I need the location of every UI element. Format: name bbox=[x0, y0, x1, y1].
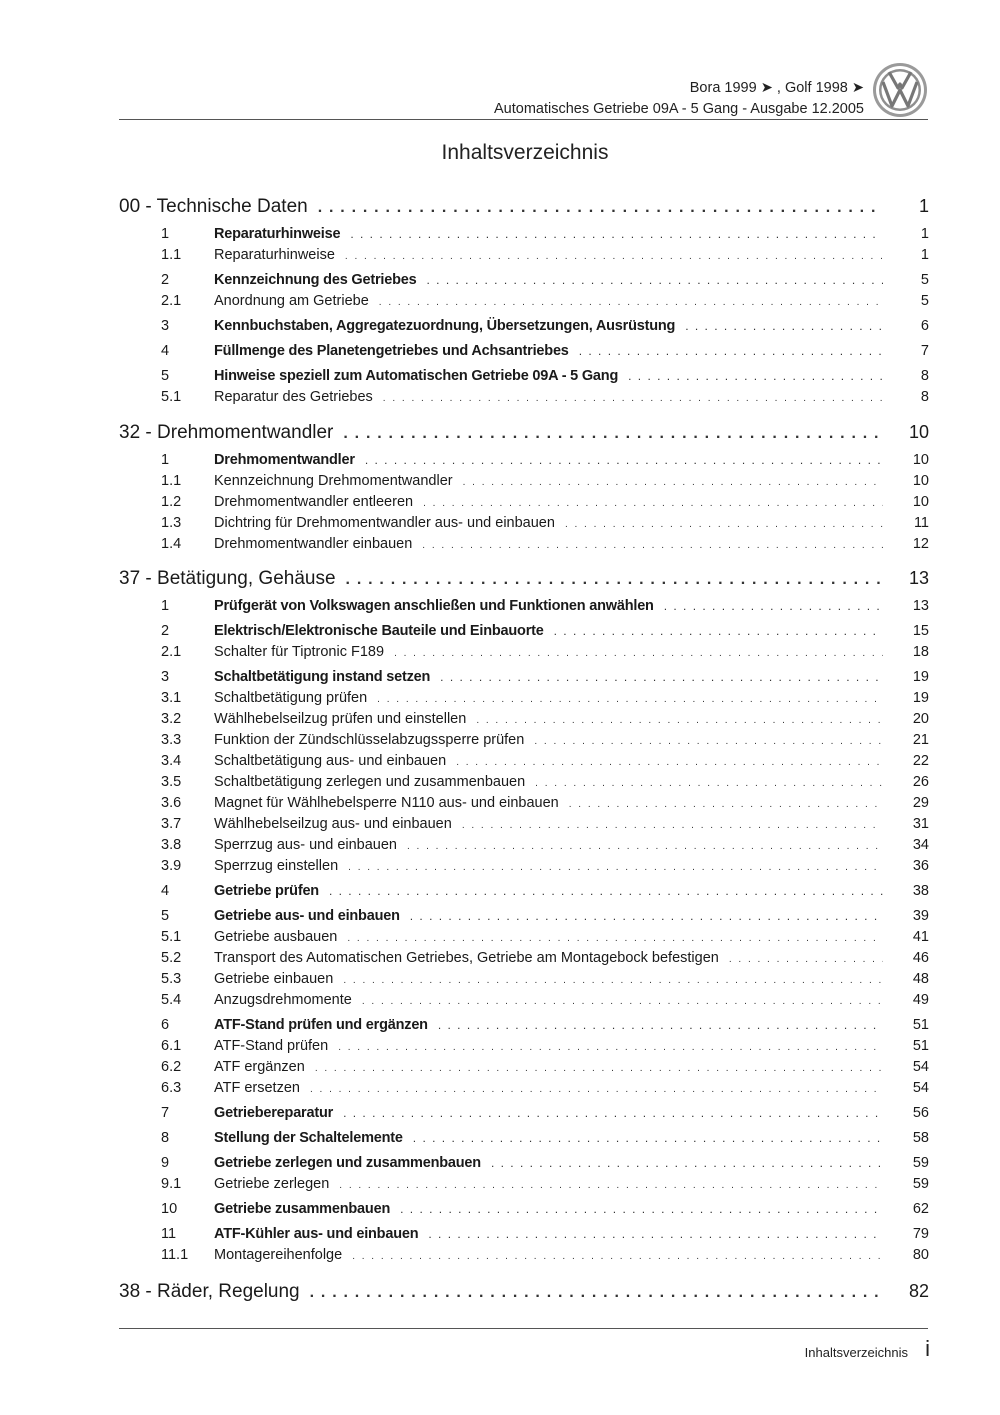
toc-entry-number: 2 bbox=[161, 623, 170, 639]
toc-entry-section[interactable] bbox=[119, 318, 929, 334]
toc-entry-page: 54 bbox=[912, 1059, 929, 1075]
toc-entry-title: Dichtring für Drehmomentwandler aus- und einbauen bbox=[214, 515, 555, 531]
dot-leader bbox=[348, 862, 883, 873]
footer-page-number: i bbox=[925, 1336, 930, 1361]
toc-entry-title: Wählhebelseilzug aus- und einbauen bbox=[214, 816, 452, 832]
toc-entry-page: 1 bbox=[920, 226, 929, 242]
toc-entry-page: 46 bbox=[912, 950, 929, 966]
toc-entry-sub[interactable] bbox=[119, 515, 929, 531]
toc-entry-title: Anordnung am Getriebe bbox=[214, 293, 369, 309]
toc-entry-title: ATF-Stand prüfen bbox=[214, 1038, 329, 1054]
dot-leader bbox=[422, 540, 883, 551]
toc-entry-title: Drehmomentwandler einbauen bbox=[214, 536, 413, 552]
toc-entry-title: ATF ergänzen bbox=[214, 1059, 305, 1075]
toc-entry-page: 41 bbox=[912, 929, 929, 945]
toc-entry-number: 3 bbox=[161, 669, 170, 685]
dot-leader bbox=[428, 1227, 883, 1241]
dot-leader bbox=[410, 909, 883, 923]
toc-entry-title: Getriebe einbauen bbox=[214, 971, 334, 987]
toc-entry-sub[interactable] bbox=[119, 732, 929, 748]
toc-entry-title: Kennbuchstaben, Aggregatezuordnung, Übersetzungen, Ausrüstung bbox=[214, 318, 676, 334]
toc-entry-number: 3.4 bbox=[161, 753, 182, 769]
toc-entry-sub[interactable] bbox=[119, 711, 929, 727]
toc-entry-sub[interactable] bbox=[119, 795, 929, 811]
toc-entry-page: 5 bbox=[920, 293, 929, 309]
toc-entry-page: 80 bbox=[912, 1247, 929, 1263]
toc-entry-number: 3.6 bbox=[161, 795, 182, 811]
toc-entry-title: Sperrzug aus- und einbauen bbox=[214, 837, 397, 853]
dot-leader bbox=[394, 648, 883, 659]
toc-entry-sub[interactable] bbox=[119, 837, 929, 853]
toc-entry-page: 26 bbox=[912, 774, 929, 790]
toc-entry-page: 62 bbox=[912, 1201, 929, 1217]
toc-entry-page: 8 bbox=[920, 389, 929, 405]
toc-entry-page: 51 bbox=[912, 1017, 929, 1033]
toc-entry-page: 1 bbox=[920, 247, 929, 263]
toc-entry-sub[interactable] bbox=[119, 293, 929, 309]
footer-rule bbox=[119, 1328, 928, 1329]
dot-leader bbox=[352, 1251, 883, 1262]
page-title: Inhaltsverzeichnis bbox=[441, 141, 609, 164]
dot-leader bbox=[685, 319, 883, 333]
dot-leader bbox=[565, 519, 883, 530]
toc-entry-title: 38 - Räder, Regelung bbox=[119, 1281, 300, 1302]
toc-entry-number: 5 bbox=[161, 368, 170, 384]
toc-entry-page: 8 bbox=[920, 368, 929, 384]
toc-entry-title: Getriebereparatur bbox=[214, 1105, 334, 1121]
toc-entry-title: Schaltbetätigung zerlegen und zusammenbauen bbox=[214, 774, 526, 790]
dot-leader bbox=[365, 453, 883, 467]
dot-leader bbox=[343, 1106, 883, 1120]
toc-entry-page: 22 bbox=[912, 753, 929, 769]
toc-entry-section[interactable] bbox=[119, 1130, 929, 1146]
toc-entry-number: 3.8 bbox=[161, 837, 182, 853]
toc-entry-sub[interactable] bbox=[119, 992, 929, 1008]
toc-entry-number: 2.1 bbox=[161, 293, 182, 309]
toc-entry-page: 18 bbox=[912, 644, 929, 660]
toc-entry-number: 5.3 bbox=[161, 971, 182, 987]
toc-entry-title: 37 - Betätigung, Gehäuse bbox=[119, 568, 336, 589]
toc-entry-title: Kennzeichnung des Getriebes bbox=[214, 272, 417, 288]
toc-entry-number: 1.1 bbox=[161, 473, 182, 489]
toc-entry-chapter[interactable] bbox=[119, 568, 929, 590]
dot-leader bbox=[347, 933, 883, 944]
dot-leader bbox=[729, 954, 883, 965]
toc-entry-page: 19 bbox=[912, 669, 929, 685]
toc-entry-number: 9 bbox=[161, 1155, 170, 1171]
toc-entry-section[interactable] bbox=[119, 1226, 929, 1242]
toc-entry-section[interactable] bbox=[119, 226, 929, 242]
dot-leader bbox=[350, 227, 883, 241]
toc-entry-page: 12 bbox=[912, 536, 929, 552]
dot-leader bbox=[579, 344, 883, 358]
toc-entry-number: 5.2 bbox=[161, 950, 182, 966]
toc-entry-title: Drehmomentwandler bbox=[214, 452, 355, 468]
toc-entry-title: Magnet für Wählhebelsperre N110 aus- und einbauen bbox=[214, 795, 559, 811]
toc-entry-page: 48 bbox=[912, 971, 929, 987]
toc-entry-title: Funktion der Zündschlüsselabzugssperre prüfen bbox=[214, 732, 525, 748]
toc-entry-page: 11 bbox=[913, 515, 929, 531]
dot-leader bbox=[343, 975, 883, 986]
toc-entry-title: Wählhebelseilzug prüfen und einstellen bbox=[214, 711, 467, 727]
toc-entry-chapter[interactable] bbox=[119, 422, 929, 444]
dot-leader bbox=[315, 1063, 883, 1074]
toc-entry-page: 19 bbox=[912, 690, 929, 706]
dot-leader bbox=[535, 778, 883, 789]
toc-entry-sub[interactable] bbox=[119, 536, 929, 552]
toc-entry-title: Drehmomentwandler entleeren bbox=[214, 494, 414, 510]
toc-entry-section[interactable] bbox=[119, 343, 929, 359]
toc-entry-number: 11 bbox=[161, 1226, 177, 1242]
toc-entry-section[interactable] bbox=[119, 1105, 929, 1121]
toc-entry-sub[interactable] bbox=[119, 858, 929, 874]
toc-entry-sub[interactable] bbox=[119, 816, 929, 832]
toc-entry-number: 1 bbox=[161, 226, 170, 242]
dot-leader bbox=[491, 1156, 883, 1170]
toc-entry-section[interactable] bbox=[119, 883, 929, 899]
toc-entry-title: Montagereihenfolge bbox=[214, 1247, 343, 1263]
toc-entry-page: 36 bbox=[912, 858, 929, 874]
toc-entry-chapter[interactable] bbox=[119, 196, 929, 218]
dot-leader bbox=[383, 393, 883, 404]
toc-entry-title: 32 - Drehmomentwandler bbox=[119, 422, 334, 443]
toc-entry-title: ATF-Stand prüfen und ergänzen bbox=[214, 1017, 428, 1033]
header-vehicle-line: Bora 1999 ➤ , Golf 1998 ➤ bbox=[689, 80, 864, 96]
toc-entry-number: 1.1 bbox=[161, 247, 182, 263]
dot-leader bbox=[569, 799, 883, 810]
toc-entry-title: Füllmenge des Planetengetriebes und Achsantriebes bbox=[214, 343, 569, 359]
toc-entry-number: 5.4 bbox=[161, 992, 182, 1008]
toc-entry-section[interactable] bbox=[119, 1201, 929, 1217]
dot-leader bbox=[377, 694, 883, 705]
dot-leader bbox=[413, 1131, 883, 1145]
dot-leader bbox=[362, 996, 883, 1007]
dot-leader bbox=[462, 820, 883, 831]
dot-leader bbox=[400, 1202, 883, 1216]
toc-entry-page: 7 bbox=[920, 343, 929, 359]
toc-entry-sub[interactable] bbox=[119, 690, 929, 706]
toc-entry-sub[interactable] bbox=[119, 774, 929, 790]
toc-entry-number: 2.1 bbox=[161, 644, 182, 660]
toc-entry-title: Schalter für Tiptronic F189 bbox=[214, 644, 385, 660]
toc-entry-number: 6 bbox=[161, 1017, 170, 1033]
toc-entry-title: Prüfgerät von Volkswagen anschließen und Funktionen anwählen bbox=[214, 598, 654, 614]
toc-entry-number: 1 bbox=[161, 598, 170, 614]
toc-entry-sub[interactable] bbox=[119, 1176, 929, 1192]
toc-entry-number: 6.3 bbox=[161, 1080, 182, 1096]
toc-entry-title: Hinweise speziell zum Automatischen Getriebe 09A - 5 Gang bbox=[214, 368, 619, 384]
toc-entry-number: 4 bbox=[161, 883, 170, 899]
toc-entry-title: Kennzeichnung Drehmomentwandler bbox=[214, 473, 453, 489]
toc-entry-page: 58 bbox=[912, 1130, 929, 1146]
toc-entry-sub[interactable] bbox=[119, 950, 929, 966]
toc-entry-page: 6 bbox=[920, 318, 929, 334]
dot-leader bbox=[554, 624, 883, 638]
toc-entry-section[interactable] bbox=[119, 908, 929, 924]
toc-entry-title: 00 - Technische Daten bbox=[119, 196, 308, 217]
toc-entry-number: 5 bbox=[161, 908, 170, 924]
toc-entry-number: 6.1 bbox=[161, 1038, 182, 1054]
toc-entry-title: Schaltbetätigung instand setzen bbox=[214, 669, 431, 685]
dot-leader bbox=[534, 736, 883, 747]
dot-leader bbox=[426, 273, 883, 287]
dot-leader bbox=[664, 599, 883, 613]
toc-entry-section[interactable] bbox=[119, 452, 929, 468]
toc-entry-page: 59 bbox=[912, 1176, 929, 1192]
toc-entry-title: Stellung der Schaltelemente bbox=[214, 1130, 403, 1146]
toc-entry-sub[interactable] bbox=[119, 971, 929, 987]
header-rule bbox=[119, 119, 928, 120]
toc-entry-sub[interactable] bbox=[119, 1059, 929, 1075]
dot-leader bbox=[338, 1042, 883, 1053]
toc-entry-number: 1 bbox=[161, 452, 170, 468]
dot-leader bbox=[463, 477, 883, 488]
toc-entry-title: Schaltbetätigung aus- und einbauen bbox=[214, 753, 447, 769]
dot-leader bbox=[346, 571, 883, 589]
dot-leader bbox=[407, 841, 883, 852]
toc-entry-title: Reparatur des Getriebes bbox=[214, 389, 373, 405]
toc-entry-title: Schaltbetätigung prüfen bbox=[214, 690, 368, 706]
toc-entry-title: Reparaturhinweise bbox=[214, 247, 335, 263]
vw-logo-icon bbox=[872, 62, 928, 118]
toc-entry-sub[interactable] bbox=[119, 753, 929, 769]
toc-entry-number: 3.3 bbox=[161, 732, 182, 748]
toc-entry-sub[interactable] bbox=[119, 473, 929, 489]
toc-entry-title: Getriebe prüfen bbox=[214, 883, 319, 899]
dot-leader bbox=[310, 1084, 883, 1095]
toc-entry-section[interactable] bbox=[119, 623, 929, 639]
toc-entry-page: 21 bbox=[912, 732, 929, 748]
toc-entry-page: 5 bbox=[920, 272, 929, 288]
toc-entry-title: ATF ersetzen bbox=[214, 1080, 300, 1096]
toc-entry-title: ATF-Kühler aus- und einbauen bbox=[214, 1226, 419, 1242]
toc-entry-title: Getriebe aus- und einbauen bbox=[214, 908, 400, 924]
toc-entry-number: 3.2 bbox=[161, 711, 182, 727]
toc-entry-title: Getriebe zerlegen bbox=[214, 1176, 330, 1192]
toc-entry-page: 39 bbox=[912, 908, 929, 924]
toc-entry-sub[interactable] bbox=[119, 929, 929, 945]
toc-entry-title: Elektrisch/Elektronische Bauteile und Einbauorte bbox=[214, 623, 544, 639]
toc-entry-title: Getriebe ausbauen bbox=[214, 929, 338, 945]
dot-leader bbox=[456, 757, 883, 768]
toc-entry-title: Reparaturhinweise bbox=[214, 226, 341, 242]
toc-entry-number: 9.1 bbox=[161, 1176, 182, 1192]
toc-entry-number: 3.5 bbox=[161, 774, 182, 790]
toc-entry-number: 5.1 bbox=[161, 389, 182, 405]
toc-entry-section[interactable] bbox=[119, 669, 929, 685]
toc-entry-page: 10 bbox=[912, 452, 929, 468]
toc-entry-page: 38 bbox=[912, 883, 929, 899]
toc-entry-chapter[interactable] bbox=[119, 1281, 929, 1303]
toc-entry-page: 54 bbox=[912, 1080, 929, 1096]
toc-entry-number: 3.1 bbox=[161, 690, 182, 706]
toc-entry-page: 13 bbox=[908, 568, 929, 588]
toc-entry-sub[interactable] bbox=[119, 1038, 929, 1054]
toc-entry-page: 1 bbox=[918, 196, 929, 216]
toc-entry-number: 1.4 bbox=[161, 536, 182, 552]
dot-leader bbox=[310, 1284, 883, 1302]
dot-leader bbox=[318, 199, 883, 217]
toc-entry-page: 10 bbox=[908, 422, 929, 442]
toc-entry-page: 51 bbox=[912, 1038, 929, 1054]
header-manual-title: Automatisches Getriebe 09A - 5 Gang - Ausgabe 12.2005 bbox=[494, 101, 864, 117]
dot-leader bbox=[440, 670, 883, 684]
toc-entry-number: 10 bbox=[161, 1201, 178, 1217]
toc-entry-page: 56 bbox=[912, 1105, 929, 1121]
dot-leader bbox=[628, 369, 883, 383]
toc-entry-number: 1.3 bbox=[161, 515, 182, 531]
toc-entry-page: 20 bbox=[912, 711, 929, 727]
toc-entry-page: 79 bbox=[912, 1226, 929, 1242]
toc-entry-page: 29 bbox=[912, 795, 929, 811]
toc-entry-number: 3.7 bbox=[161, 816, 182, 832]
toc-entry-sub[interactable] bbox=[119, 1080, 929, 1096]
footer-label: Inhaltsverzeichnis bbox=[804, 1345, 908, 1360]
toc-entry-number: 2 bbox=[161, 272, 170, 288]
dot-leader bbox=[379, 297, 883, 308]
toc-entry-section[interactable] bbox=[119, 1155, 929, 1171]
toc-entry-number: 8 bbox=[161, 1130, 170, 1146]
toc-entry-page: 10 bbox=[912, 473, 929, 489]
toc-entry-page: 59 bbox=[912, 1155, 929, 1171]
toc-entry-sub[interactable] bbox=[119, 494, 929, 510]
toc-entry-page: 13 bbox=[912, 598, 929, 614]
toc-entry-section[interactable] bbox=[119, 272, 929, 288]
toc-entry-number: 1.2 bbox=[161, 494, 182, 510]
dot-leader bbox=[476, 715, 883, 726]
toc-entry-sub[interactable] bbox=[119, 1247, 929, 1263]
toc-entry-page: 31 bbox=[912, 816, 929, 832]
toc-entry-page: 34 bbox=[912, 837, 929, 853]
toc-entry-title: Transport des Automatischen Getriebes, Getriebe am Montagebock befestigen bbox=[214, 950, 719, 966]
toc-entry-number: 5.1 bbox=[161, 929, 182, 945]
toc-entry-page: 82 bbox=[908, 1281, 929, 1301]
toc-entry-sub[interactable] bbox=[119, 247, 929, 263]
toc-entry-number: 3 bbox=[161, 318, 170, 334]
dot-leader bbox=[329, 884, 883, 898]
toc-entry-page: 49 bbox=[912, 992, 929, 1008]
toc-entry-page: 10 bbox=[912, 494, 929, 510]
toc-entry-number: 6.2 bbox=[161, 1059, 182, 1075]
toc-entry-title: Anzugsdrehmomente bbox=[214, 992, 352, 1008]
toc-entry-sub[interactable] bbox=[119, 644, 929, 660]
toc-entry-number: 4 bbox=[161, 343, 170, 359]
dot-leader bbox=[423, 498, 883, 509]
dot-leader bbox=[343, 425, 883, 443]
toc-entry-title: Sperrzug einstellen bbox=[214, 858, 339, 874]
toc-entry-sub[interactable] bbox=[119, 389, 929, 405]
toc-entry-section[interactable] bbox=[119, 1017, 929, 1033]
toc-entry-title: Getriebe zerlegen und zusammenbauen bbox=[214, 1155, 481, 1171]
toc-entry-section[interactable] bbox=[119, 368, 929, 384]
dot-leader bbox=[339, 1180, 883, 1191]
toc-entry-title: Getriebe zusammenbauen bbox=[214, 1201, 391, 1217]
toc-entry-number: 7 bbox=[161, 1105, 170, 1121]
dot-leader bbox=[345, 251, 883, 262]
dot-leader bbox=[438, 1018, 883, 1032]
toc-entry-page: 15 bbox=[912, 623, 929, 639]
toc-entry-section[interactable] bbox=[119, 598, 929, 614]
toc-entry-number: 3.9 bbox=[161, 858, 182, 874]
toc-entry-number: 11.1 bbox=[161, 1247, 189, 1263]
